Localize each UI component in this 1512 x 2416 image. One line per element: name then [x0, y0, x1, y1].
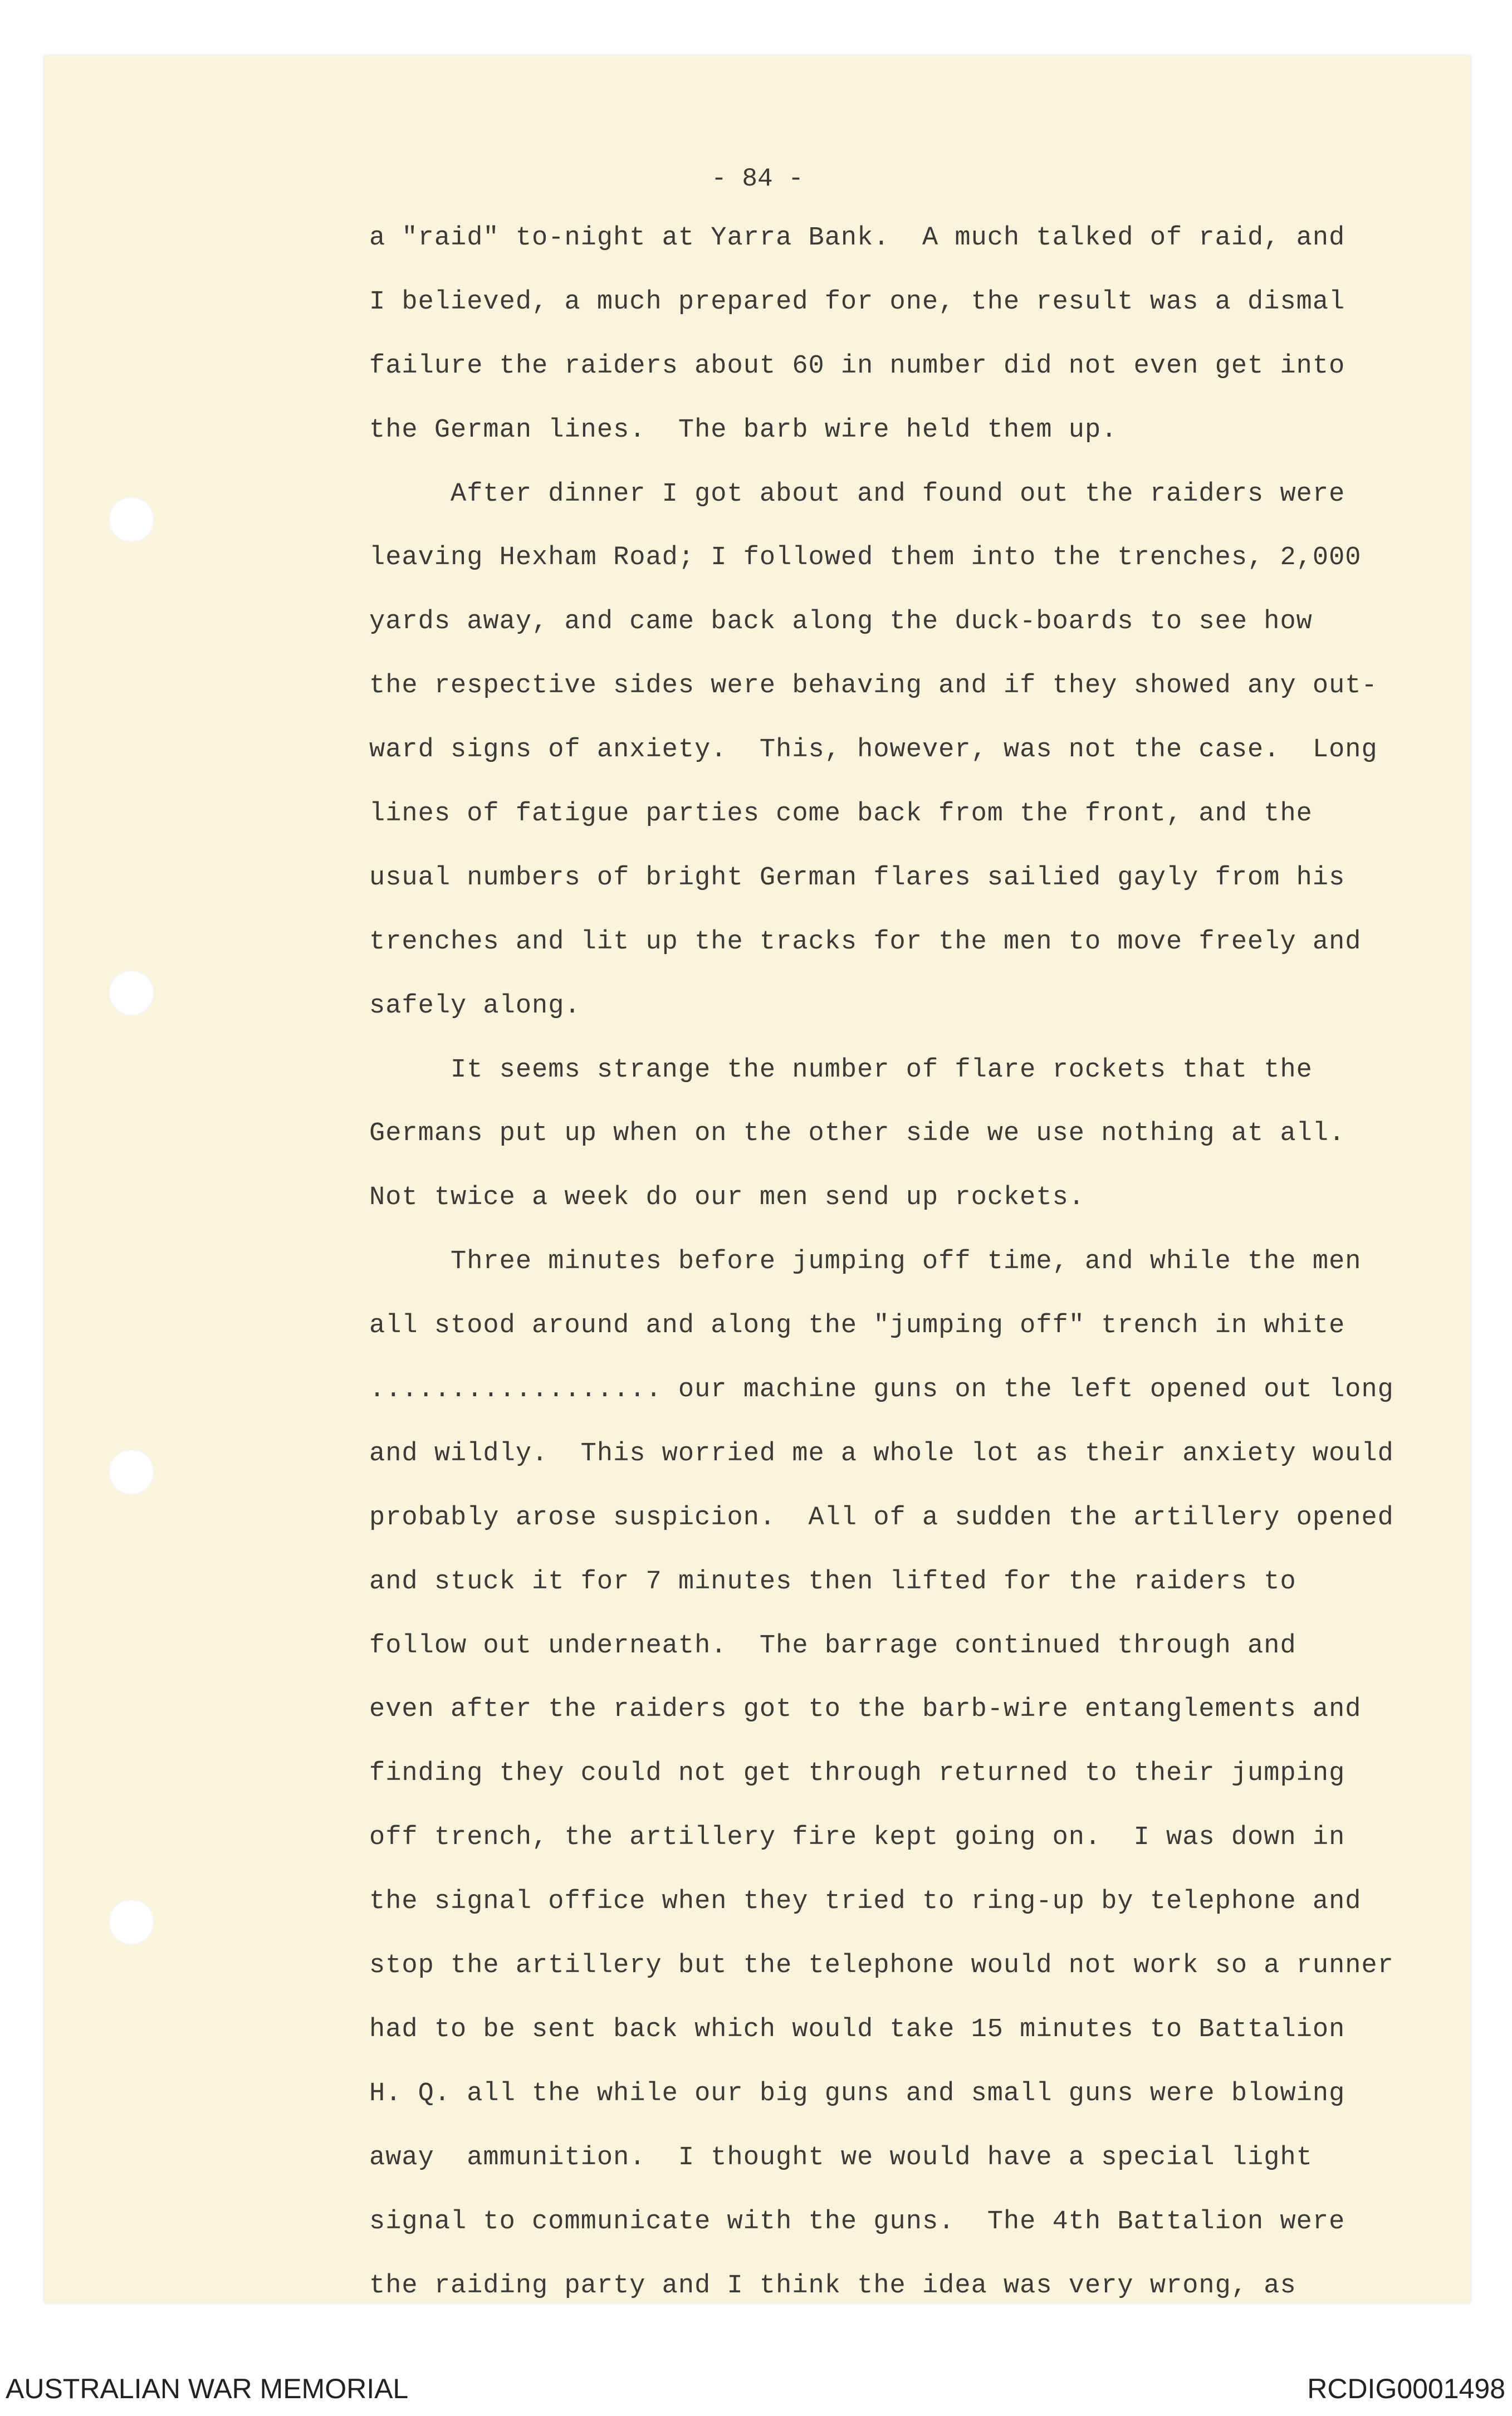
text-line: usual numbers of bright German flares sailied gayly from his: [369, 863, 1345, 893]
text-line: had to be sent back which would take 15 minutes to Battalion: [369, 2014, 1345, 2045]
text-line: stop the artillery but the telephone would not work so a runner: [369, 1951, 1394, 1981]
text-line: away ammunition. I thought we would have a special light: [369, 2143, 1313, 2173]
text-line: finding they could not get through returned to their jumping: [369, 1759, 1345, 1789]
text-line: I believed, a much prepared for one, the result was a dismal: [369, 287, 1345, 317]
text-line: It seems strange the number of flare rockets that the: [369, 1055, 1313, 1085]
punch-hole: [109, 970, 154, 1016]
text-line: and wildly. This worried me a whole lot as their anxiety would: [369, 1439, 1394, 1469]
text-line: Not twice a week do our men send up rockets.: [369, 1183, 1085, 1213]
punch-hole: [109, 497, 154, 542]
text-line: even after the raiders got to the barb-wire entanglements and: [369, 1695, 1362, 1725]
text-line: Germans put up when on the other side we use nothing at all.: [369, 1119, 1345, 1149]
text-line: the signal office when they tried to ring-up by telephone and: [369, 1887, 1362, 1917]
text-line: probably arose suspicion. All of a sudden the artillery opened: [369, 1503, 1394, 1533]
text-line: Three minutes before jumping off time, and while the men: [369, 1247, 1362, 1277]
text-line: the raiding party and I think the idea was very wrong, as: [369, 2271, 1296, 2301]
text-line: and stuck it for 7 minutes then lifted for the raiders to: [369, 1567, 1296, 1597]
document-reference-id: RCDIG0001498: [1307, 2373, 1505, 2404]
document-page: [45, 56, 1470, 2303]
text-line: signal to communicate with the guns. The 4th Battalion were: [369, 2207, 1345, 2237]
text-line: trenches and lit up the tracks for the men to move freely and: [369, 927, 1362, 957]
institution-credit: AUSTRALIAN WAR MEMORIAL: [6, 2373, 409, 2404]
text-line: the German lines. The barb wire held them up.: [369, 415, 1118, 445]
text-line: ward signs of anxiety. This, however, was not the case. Long: [369, 735, 1378, 765]
text-line: .................. our machine guns on the left opened out long: [369, 1375, 1394, 1405]
text-line: After dinner I got about and found out the raiders were: [369, 479, 1345, 509]
text-line: follow out underneath. The barrage continued through and: [369, 1631, 1296, 1661]
text-line: yards away, and came back along the duck-boards to see how: [369, 607, 1313, 637]
page-number: - 84 -: [711, 164, 804, 193]
punch-hole: [109, 1899, 154, 1945]
text-line: off trench, the artillery fire kept going on. I was down in: [369, 1823, 1345, 1853]
text-line: failure the raiders about 60 in number did not even get into: [369, 351, 1345, 381]
text-line: the respective sides were behaving and if they showed any out-: [369, 671, 1378, 701]
text-line: safely along.: [369, 991, 581, 1021]
typed-text-body: [369, 216, 1461, 2327]
text-line: H. Q. all the while our big guns and small guns were blowing: [369, 2078, 1345, 2109]
text-line: a "raid" to-night at Yarra Bank. A much talked of raid, and: [369, 223, 1345, 253]
text-line: all stood around and along the "jumping off" trench in white: [369, 1311, 1345, 1341]
punch-hole: [109, 1449, 154, 1495]
text-line: lines of fatigue parties come back from the front, and the: [369, 799, 1313, 829]
text-line: leaving Hexham Road; I followed them into the trenches, 2,000: [369, 543, 1362, 573]
